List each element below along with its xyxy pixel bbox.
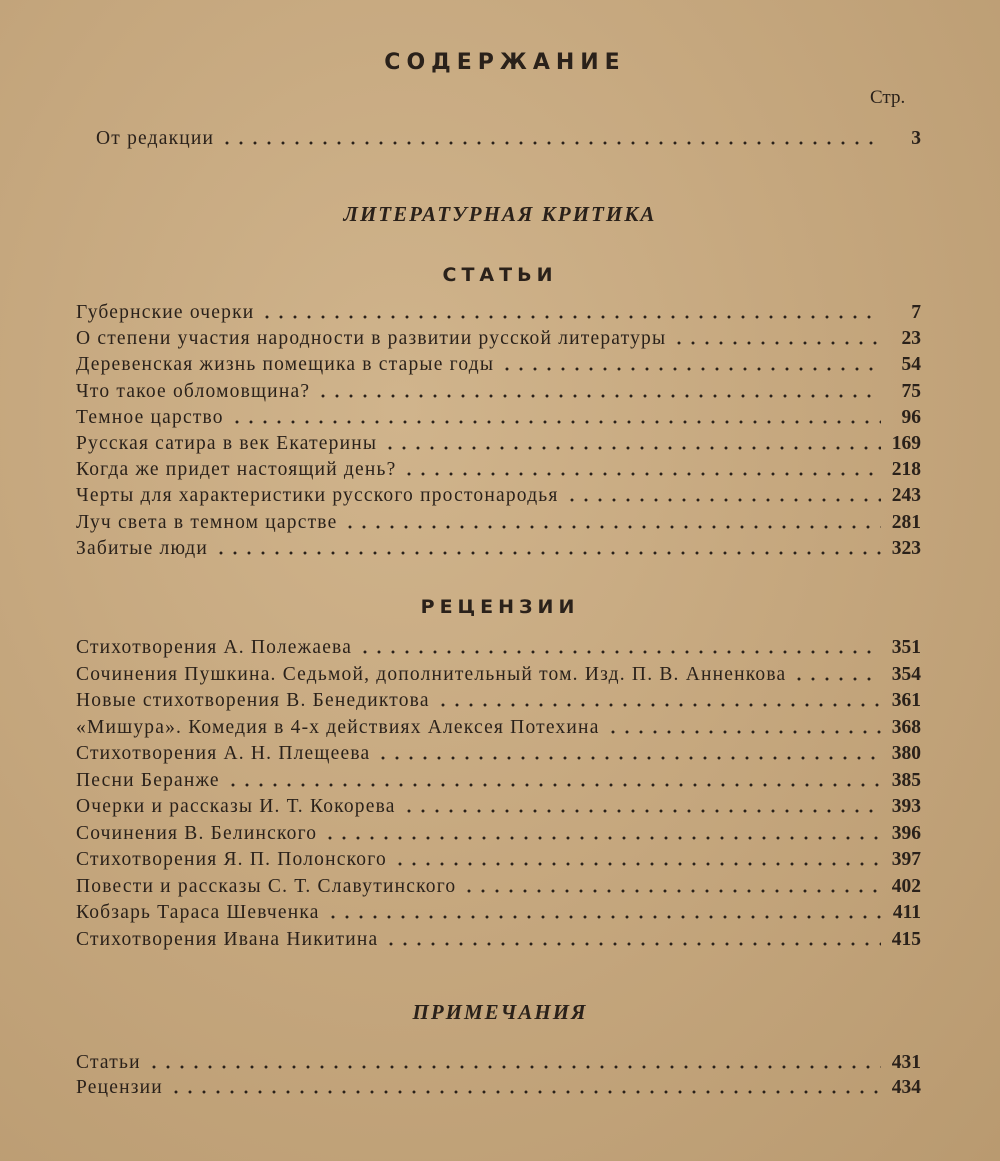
toc-entry-title: «Мишура». Комедия в 4-х действиях Алексея Потехина [76,716,600,738]
toc-entry [76,633,921,659]
toc-entry-page: 351 [891,637,921,658]
toc-entry-title: Когда же придет настоящий день? [76,459,397,481]
toc-entry-title: Забитые люди [76,537,208,559]
toc-entry [76,403,921,429]
dot-leader [226,783,881,787]
toc-entry-title: Губернские очерки [76,302,255,323]
dot-leader [402,472,881,476]
dot-leader [606,730,881,734]
toc-entry [76,534,921,560]
toc-entry-page: 169 [891,433,921,454]
dot-leader [402,809,881,813]
dot-leader [672,341,881,345]
toc-entry-page: 393 [891,796,921,817]
toc-entry [76,377,921,403]
toc-entry [76,508,921,534]
toc-entry-page: 368 [891,716,921,738]
toc-entry [76,925,921,951]
dot-leader [384,942,881,946]
dot-leader [260,315,881,319]
toc-entry-page: 7 [911,302,921,323]
toc-entry-page: 54 [901,354,921,376]
dot-leader [500,367,881,371]
toc-entry-page: 380 [891,743,921,764]
section-heading-notes: ПРИМЕЧАНИЯ [412,1000,588,1024]
dot-leader [214,551,881,555]
dot-leader [220,141,881,145]
toc-entry [76,298,921,324]
toc-entry-page: 281 [891,511,921,533]
toc-entry-page: 323 [891,537,921,559]
toc-entry-title: О степени участия народности в развитии русской литературы [76,328,667,350]
toc-entry [76,792,921,818]
dot-leader [436,703,881,707]
toc-entry-page: 75 [901,380,921,402]
dot-leader [565,498,881,502]
toc-entry-title: Стихотворения А. Н. Плещеева [76,743,371,764]
toc-entry-title: От редакции [96,128,215,149]
toc-entry-page: 354 [891,663,921,685]
dot-leader [376,756,881,760]
section-heading-articles: СТАТЬИ [442,264,558,286]
toc-entry-page: 96 [901,406,921,428]
section-heading-reviews: РЕЦЕНЗИИ [420,596,580,618]
dot-leader [383,446,881,450]
dot-leader [230,420,881,424]
toc-entry [76,481,921,507]
toc-entry-page: 218 [891,459,921,481]
toc-entry-title: Сочинения Пушкина. Седьмой, дополнительный том. Изд. П. В. Анненкова [76,663,787,685]
toc-entry-title: Песни Беранже [76,769,220,791]
toc-entry-page: 396 [891,822,921,844]
toc-entry [76,350,921,376]
dot-leader [462,889,881,893]
toc-entry-title: Деревенская жизнь помещика в старые годы [76,354,495,376]
toc-entry [76,686,921,712]
toc-entry-page: 397 [891,849,921,870]
toc-entry-page: 361 [891,690,921,711]
toc-entry-page: 23 [901,328,921,350]
dot-leader [323,836,881,840]
toc-entry-title: Темное царство [76,406,224,428]
toc-entry-title: Луч света в темном царстве [76,511,338,533]
page-column-label: Стр. [870,87,906,108]
toc-entry-title: Стихотворения А. Полежаева [76,637,353,658]
dot-leader [326,915,881,919]
dot-leader [358,650,881,654]
toc-entry [76,766,921,792]
dot-leader [147,1065,881,1069]
toc-entry-intro [96,124,921,150]
toc-entry-page: 431 [891,1052,921,1073]
toc-entry-title: Сочинения В. Белинского [76,822,318,844]
toc-entry [76,660,921,686]
toc-entry-title: Повести и рассказы С. Т. Славутинского [76,875,457,897]
toc-entry [76,872,921,898]
toc-entry-title: Новые стихотворения В. Бенедиктова [76,690,430,711]
toc-entry [76,455,921,481]
toc-entry-page: 385 [891,769,921,791]
toc-entry-title: Русская сатира в век Екатерины [76,433,378,454]
toc-entry [76,1048,921,1074]
toc-entry-title: Черты для характеристики русского простонародья [76,485,559,507]
toc-entry-title: Что такое обломовщина? [76,380,311,402]
toc-entry-title: Очерки и рассказы И. Т. Кокорева [76,796,396,817]
dot-leader [343,525,881,529]
toc-entry [76,819,921,845]
toc-entry-page: 3 [911,128,921,149]
dot-leader [393,862,881,866]
toc-entry [76,739,921,765]
toc-entry [76,898,921,924]
dot-leader [169,1090,881,1094]
toc-entry-title: Рецензии [76,1077,163,1098]
toc-entry-page: 434 [891,1077,921,1098]
dot-leader [316,394,881,398]
section-heading-literary-criticism: ЛИТЕРАТУРНАЯ КРИТИКА [343,202,657,226]
toc-entry-title: Стихотворения Ивана Никитина [76,928,379,950]
toc-entry-page: 243 [891,485,921,507]
toc-entry [76,429,921,455]
toc-entry-page: 411 [892,902,921,923]
dot-leader [792,677,881,681]
toc-entry [76,324,921,350]
toc-entry-page: 402 [891,875,921,897]
toc-entry-page: 415 [891,928,921,950]
toc-entry [76,845,921,871]
toc-entry [76,1073,921,1099]
toc-entry-title: Статьи [76,1052,141,1073]
toc-entry-title: Стихотворения Я. П. Полонского [76,849,387,870]
toc-entry [76,713,921,739]
contents-heading: СОДЕРЖАНИЕ [384,50,626,75]
toc-entry-title: Кобзарь Тараса Шевченка [76,902,320,923]
